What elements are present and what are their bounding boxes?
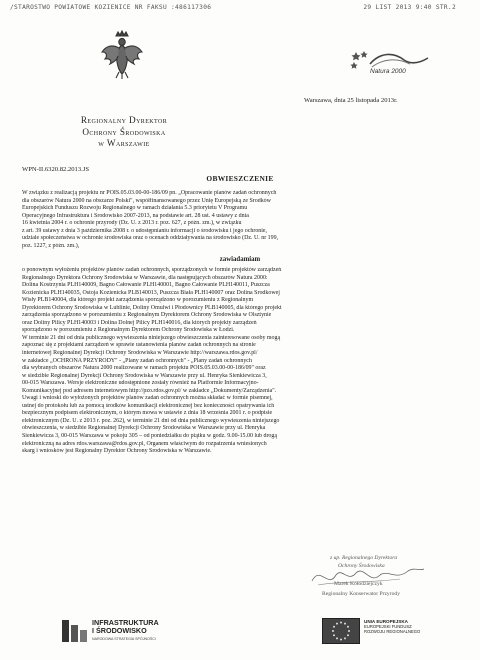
fax-header-right: 29 LIST 2013 9:40 STR.2 xyxy=(363,4,456,11)
text-line: Wisły PLB140004, dla którego projekt zarządzenia sporządzono w porozumieniu z Regionalnym xyxy=(22,297,254,304)
logo-left-line-1: INFRASTRUKTURA xyxy=(92,618,159,627)
text-line: 16 kwietnia 2004 r. o ochronie przyrody (Dz. U. z 2013 r. poz. 627, z późn. zm.), w związku xyxy=(22,220,242,227)
logo-left-subtitle: NARODOWA STRATEGIA SPÓJNOŚCI xyxy=(92,637,156,641)
text-line: bezpiecznym podpisem elektronicznym, o którym mowa w ustawie z dnia 18 września 2001 r. o podpisie xyxy=(22,410,273,417)
city-date: Warszawa, dnia 25 listopada 2013r. xyxy=(304,97,398,104)
logo-right-line-2: EUROPEJSKI FUNDUSZ xyxy=(364,623,412,629)
text-line: oraz Doliny Pilicy PLH140003 i Dolina Dolnej Pilicy PLH140016, dla których projekty zarządzeń xyxy=(22,319,257,326)
text-line: udziale społeczeństwa w ochronie środowiska oraz o ocenach oddziaływania na środowisko (Dz. U. nr 199, xyxy=(22,235,279,242)
body-paragraph xyxy=(22,267,462,456)
text-line: W związku z realizacją projektu nr POIS.05.03.00-00-186/09 pn. „Opracowanie planów zadań ochronnych xyxy=(22,190,277,196)
announce-heading: zawiadamiam xyxy=(219,256,261,263)
fax-header xyxy=(0,3,480,15)
text-line: W terminie 21 dni od dnia publicznego wywieszenia niniejszego obwieszczenia zainteresowane osoby mogą xyxy=(22,334,281,341)
logo-right-text xyxy=(364,620,420,634)
text-line: Europejskich Funduszu Rozwoju Regionalnego w ramach działania 5.3 priorytetu V Programu xyxy=(22,205,248,212)
reference-number: WPN-II.6320.82.2013.JS xyxy=(22,166,90,173)
logo-left-line-2: I ŚRODOWISKO xyxy=(92,625,147,635)
natura-2000-label: Natura 2000 xyxy=(370,68,406,75)
text-line: Operacyjnego Infrastruktura i Środowisko 2007-2013, na podstawie art. 28 ust. 4 ustawy z dnia xyxy=(22,212,249,219)
text-line: zarządzenia sporządzono w porozumieniu z Regionalnym Dyrektorem Ochrony Środowiska w Olsztynie xyxy=(22,312,272,319)
text-line: Komunikacyjnej pod adresem internetowym http://pzo.rdos.gov.pl/ w zakładce „Dokumenty/Zarządzenia". xyxy=(22,387,277,394)
text-line: Kozienicka PLH140035, Ostoja Kozienicka PLB140013, Puszcza Biała PLH140007 oraz Dolina Środkowej xyxy=(22,289,280,296)
fax-header-left: /STAROSTWO POWIATOWE KOZIENICE NR FAKSU :486117306 xyxy=(10,4,212,11)
natura-2000-logo xyxy=(350,48,432,80)
authority-line-3: w Warszawie xyxy=(98,138,150,148)
eu-flag-icon xyxy=(322,618,360,644)
text-line: poz. 1227, z późn. zm.), xyxy=(22,242,80,249)
text-line: o ponownym wyłożeniu projektów planów zadań ochronnych, sporządzonych w formie projektów zarządzeń xyxy=(22,267,282,273)
text-line: elektronicznym (Dz. U. z 2013 r. poz. 262), w terminie 21 dni od dnia publicznego wywieszenia niniejszego xyxy=(22,417,280,424)
text-line: obwieszczenia, w siedzibie Regionalnej Dyrekcji Ochrony Środowiska w Warszawie przy ul. Henryka xyxy=(22,425,266,432)
text-line: w zakładce „OCHRONA PRZYRODY" - „Plany zadań ochronnych" - „Plany zadań ochronnych xyxy=(22,357,252,364)
logo-right-line-1: UNIA EUROPEJSKA xyxy=(364,619,408,624)
text-line: skarg i wniosków jest Regionalny Dyrektor Ochrony Środowiska w Warszawie. xyxy=(22,448,212,455)
text-line: z art. 39 ustawy z dnia 3 października 2008 r. o udostępnianiu informacji o środowisku i jego ochronie, xyxy=(22,227,268,234)
text-line: elektroniczną na adres rdos.warszawa@rdos.gov.pl, Organem właściwym do rozpatrzenia wniesionych xyxy=(22,440,267,447)
text-line: w siedzibie Regionalnej Dyrekcji Ochrony Środowiska w Warszawie przy ul. Henryka Sienkiewicza 3, xyxy=(22,372,267,379)
text-line: dla obszarów Natura 2000 na obszarze Polski", współfinansowanego przez Unię Europejską ze Środków xyxy=(22,197,271,204)
infrastruktura-srodowisko-logo xyxy=(60,617,210,647)
text-line: Regionalnego Dyrektora Ochrony Środowiska w Warszawie, dla następujących obszarów Natura 2000: xyxy=(22,274,268,281)
text-line: dla wybranych obszarów Natura 2000 realizowane w ramach projektu POIS.05.03.00-00-186/09" oraz xyxy=(22,365,266,372)
text-line: internetowej Regionalnej Dyrekcji Ochrony Środowiska w Warszawie http://warszawa.rdos.gov.pl/ xyxy=(22,350,258,357)
stamp-line-1: z up. Regionalnego Dyrektora xyxy=(330,555,398,561)
logo-left-title xyxy=(92,619,159,634)
signature-stamp xyxy=(300,553,450,609)
natura-2000-emblem-icon xyxy=(350,48,432,70)
authority-line-2: Ochrony Środowiska xyxy=(82,126,166,137)
eagle-emblem-icon xyxy=(100,30,144,80)
text-line: zapoznać się z projektami zarządzeń w sprawie ustanowienia planów zadań ochronnych na stronie xyxy=(22,342,256,349)
text-line: ustnej do protokołu lub za pomocą środków komunikacji elektronicznej bez konieczności opatrywania ich xyxy=(22,402,275,409)
intro-paragraph xyxy=(22,190,462,250)
text-line: 00-015 Warszawa. Wersje elektroniczne udostępnione zostały również na Platformie Informacyjno- xyxy=(22,380,259,387)
text-line: Uwagi i wnioski do wyłożonych projektów planów zadań ochronnych można składać w formie pisemnej, xyxy=(22,395,273,402)
document-title: OBWIESZCZENIE xyxy=(206,174,274,183)
eu-erdf-logo xyxy=(322,617,452,647)
text-line: Dyrektorem Ochrony Środowiska w Lublinie, Doliny Omulwi i Płodownicy PLB140005, dla którego projekt xyxy=(22,304,282,311)
authority-line-1: Regionalny Dyrektor xyxy=(80,115,168,125)
stamp-line-2: Ochrony Środowiska xyxy=(338,563,385,569)
cohesion-strategy-emblem-icon xyxy=(60,617,90,645)
text-line: Sienkiewicza 3, 00-015 Warszawa w pokoju 305 – od poniedziałku do piątku w godz. 9.00-15.00 lub drogą xyxy=(22,433,278,440)
stamp-signature-name: Marek Kołodziejczyk xyxy=(334,581,383,587)
text-line: sporządzono w porozumieniu z Regionalnym Dyrektorem Ochrony Środowiska w Łodzi. xyxy=(22,327,235,334)
logo-right-line-3: ROZWOJU REGIONALNEGO xyxy=(364,628,421,634)
issuing-authority xyxy=(44,115,204,150)
text-line: Dolina Kostrzynia PLH140009, Bagno Całowanie PLH140001, Bagno Całowanie PLH140011, Puszcza xyxy=(22,282,270,289)
stamp-line-3: Regionalny Konserwator Przyrody xyxy=(322,591,400,597)
